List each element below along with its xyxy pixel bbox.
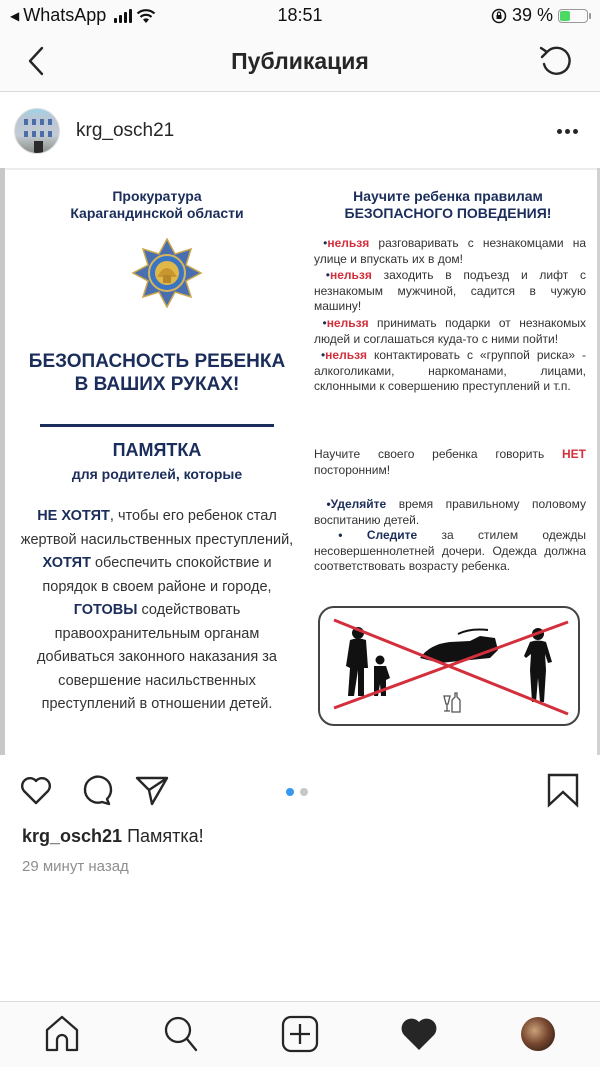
nav-header xyxy=(0,32,600,92)
org-name: Прокуратура Карагандинской области xyxy=(70,188,244,221)
divider xyxy=(40,424,274,427)
rule-item: •нельзя разговаривать с незнакомцами на улице и впускать их в дом! xyxy=(314,236,586,266)
rule-item: •нельзя принимать подарки от незнакомых людей и соглашаться куда-то с ними пойти! xyxy=(314,315,586,346)
post-username[interactable]: krg_osch21 xyxy=(76,120,175,141)
clock: 18:51 xyxy=(277,5,323,25)
bookmark-icon[interactable] xyxy=(545,772,581,808)
bottom-tab-bar xyxy=(0,1001,600,1067)
avatar[interactable] xyxy=(14,108,60,154)
prohibition-illustration xyxy=(318,606,580,726)
back-triangle-icon: ◀ xyxy=(10,8,20,23)
carousel-dot xyxy=(300,788,308,796)
add-post-icon[interactable] xyxy=(280,1014,320,1054)
advice-list xyxy=(314,497,586,575)
rules-list xyxy=(314,236,586,396)
battery-percent: 39 % xyxy=(511,5,553,25)
caption-text: Памятка! xyxy=(122,826,204,846)
share-icon[interactable] xyxy=(134,772,170,808)
woman-silhouette-icon xyxy=(524,628,552,702)
activity-heart-icon[interactable] xyxy=(399,1014,439,1054)
profile-avatar[interactable] xyxy=(521,1017,555,1051)
heart-icon[interactable] xyxy=(18,772,54,808)
say-no-text: Научите своего ребенка говорить НЕТ посторонним! xyxy=(314,447,586,477)
advice-item: •Уделяйте время правильному половому воспитанию детей. xyxy=(314,497,586,527)
rule-item: •нельзя контактировать с «группой риска» - алкоголиками, наркоманами, лицами, склонными к совершению преступлений и т.п. xyxy=(314,348,586,394)
carousel-indicator xyxy=(286,788,308,796)
status-bar xyxy=(0,0,600,32)
home-icon[interactable] xyxy=(42,1014,82,1054)
search-icon[interactable] xyxy=(161,1014,201,1054)
more-horizontal-icon[interactable] xyxy=(557,129,578,134)
memo-title: ПАМЯТКА xyxy=(112,440,202,460)
battery-icon xyxy=(558,9,588,23)
orientation-lock-icon xyxy=(491,8,507,24)
post-timestamp: 29 минут назад xyxy=(22,858,129,875)
memo-body: НЕ ХОТЯТ, чтобы его ребенок стал жертвой насильственных преступлений, ХОТЯТ обеспечить спокойствие и порядок в своем районе и городе, ГОТОВЫ содействовать правоохранительным органам добиваться законного наказания за совершение насильственных преступлений в отношении детей. xyxy=(20,508,294,712)
memo-subtitle: для родителей, которые xyxy=(71,466,243,482)
comment-icon[interactable] xyxy=(78,772,114,808)
man-child-silhouette-icon xyxy=(346,627,390,696)
prosecutor-emblem-icon xyxy=(127,238,207,308)
caption xyxy=(22,826,204,847)
refresh-icon[interactable] xyxy=(536,42,576,82)
headline: БЕЗОПАСНОСТЬ РЕБЕНКА В ВАШИХ РУКАХ! xyxy=(28,351,286,395)
rule-item: •нельзя заходить в подъезд и лифт с незнакомым мужчиной, садится в чужую машину! xyxy=(314,268,586,314)
post-header xyxy=(0,93,600,167)
page-title: Публикация xyxy=(231,48,369,74)
alcohol-icon xyxy=(444,693,460,712)
post-actions xyxy=(0,755,600,825)
advice-item: • Следите за стилем одежды несовершеннолетней дочери. Одежда должна соответствовать возрасту ребенка. xyxy=(314,528,586,574)
carousel-dot-active xyxy=(286,788,294,796)
post-image[interactable] xyxy=(0,168,600,755)
caption-username[interactable]: krg_osch21 xyxy=(22,826,123,846)
rules-title: Научите ребенка правилам БЕЗОПАСНОГО ПОВЕДЕНИЯ! xyxy=(344,188,552,221)
back-app-label: WhatsApp xyxy=(23,5,107,25)
